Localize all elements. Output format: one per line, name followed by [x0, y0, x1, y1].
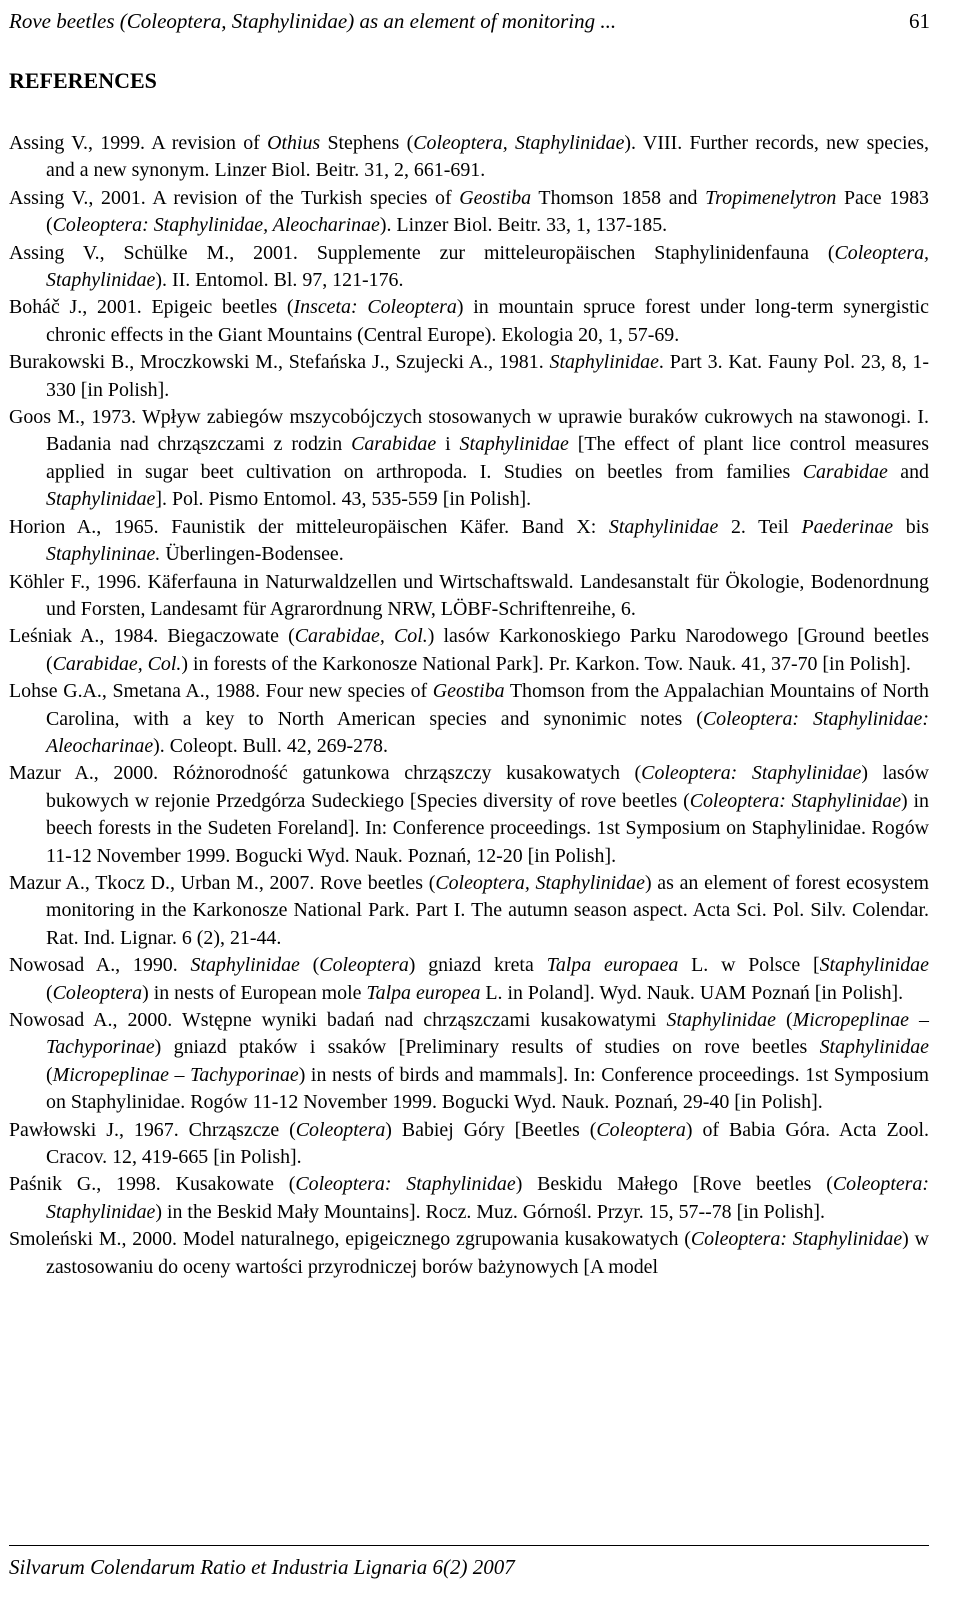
reference-italic-text: Geostiba [459, 186, 532, 209]
reference-italic-text: Coleoptera: Staphylinidae [689, 789, 902, 812]
reference-italic-text: Coleoptera: Staphylinidae, Aleocharinae [52, 214, 380, 237]
reference-text: ) in nests of birds and mammals]. In: Conference proceedings. 1st Symposium on Staphylinidae. Rogów 11-12 November 1999. Bogucki Wyd. Nauk. Poznań, 29-40 [in Polish]. [46, 1063, 929, 1114]
reference-italic-text: Coleoptera, Staphylinidae [46, 241, 929, 292]
reference-italic-text: Staphylinidae [459, 433, 569, 456]
reference-text: ). Coleopt. Bull. 42, 269-278. [153, 734, 388, 757]
reference-text: Smoleński M., 2000. Model naturalnego, epigeicznego zgrupowania kusakowatych ( [9, 1228, 691, 1251]
reference-text: ). II. Entomol. Bl. 97, 121-176. [155, 269, 404, 292]
reference-entry [9, 185, 929, 240]
reference-italic-text: Coleoptera, Staphylinidae [413, 132, 625, 154]
reference-entry [9, 760, 929, 870]
reference-text: L. in Poland]. Wyd. Nauk. UAM Poznań [in Polish]. [480, 981, 904, 1004]
reference-italic-text: Talpa europaea [546, 954, 679, 977]
reference-italic-text: Tropimenelytron [705, 186, 837, 209]
reference-italic-text: Carabidae, Col. [52, 652, 182, 675]
reference-italic-text: Talpa europea [366, 981, 481, 1004]
reference-text: Nowosad A., 2000. Wstępne wyniki badań nad chrząszczami kusakowatymi [9, 1009, 667, 1031]
reference-text: ) in forests of the Karkonosze National Park]. Pr. Karkon. Tow. Nauk. 41, 37-70 [in Polish]. [181, 652, 911, 675]
reference-text: ) in nests of European mole [142, 981, 367, 1004]
reference-text: Stephens ( [320, 132, 414, 154]
reference-italic-text: Coleoptera: Staphylinidae [641, 762, 862, 785]
reference-text: ) Babiej Góry [Beetles ( [385, 1118, 597, 1141]
reference-text: Assing V., Schülke M., 2001. Supplemente zur mitteleuropäischen Staphylinidenfauna ( [9, 241, 835, 264]
reference-text: Pace 1983 ( [46, 186, 929, 237]
reference-text: Mazur A., Tkocz D., Urban M., 2007. Rove beetles ( [9, 871, 436, 894]
reference-text: bis [893, 515, 929, 538]
reference-text: 2. Teil [718, 515, 802, 538]
reference-italic-text: Staphylinidae [819, 954, 929, 977]
reference-text: ) gniazd kreta [408, 954, 547, 977]
reference-text: Boháč J., 2001. Epigeic beetles ( [9, 296, 294, 319]
reference-text: ) lasów bukowych w rejonie Przedgórza Sudeckiego [Species diversity of rove beetles ( [46, 762, 929, 812]
reference-entry [9, 623, 929, 678]
reference-list [9, 130, 929, 1281]
reference-italic-text: Staphylinidae [666, 1009, 776, 1031]
reference-text: ) Beskidu Małego [Rove beetles ( [515, 1173, 833, 1196]
reference-text: ). Linzer Biol. Beitr. 33, 1, 137-185. [379, 214, 668, 237]
reference-italic-text: Coleoptera [319, 954, 409, 977]
reference-text: Assing V., 1999. A revision of [9, 132, 268, 154]
reference-text: and [887, 460, 929, 483]
reference-text: ( [299, 954, 320, 977]
reference-italic-text: Carabidae [802, 460, 888, 483]
reference-italic-text: Coleoptera: Staphylinidae: Aleocharinae [46, 707, 929, 757]
reference-text: ( [775, 1009, 793, 1031]
reference-text: Mazur A., 2000. Różnorodność gatunkowa chrząszczy kusakowatych ( [9, 762, 642, 785]
reference-italic-text: Staphylininae. [46, 543, 161, 566]
page-number: 61 [909, 9, 930, 33]
reference-italic-text: Micropeplinae – Tachyporinae [46, 1009, 929, 1059]
reference-text: Horion A., 1965. Faunistik der mitteleuropäischen Käfer. Band X: [9, 515, 609, 538]
reference-italic-text: Staphylinidae [608, 515, 719, 538]
reference-italic-text: Coleoptera: Staphylinidae [295, 1173, 516, 1196]
reference-text: L. w Polsce [ [678, 954, 820, 977]
reference-entry [9, 514, 929, 569]
reference-entry [9, 569, 929, 624]
reference-text: Burakowski B., Mroczkowski M., Stefańska J., Szujecki A., 1981. [9, 351, 550, 374]
reference-italic-text: Paederinae [801, 515, 894, 538]
reference-entry [9, 404, 929, 514]
reference-text: Leśniak A., 1984. Biegaczowate ( [9, 625, 295, 648]
reference-italic-text: Micropeplinae – Tachyporinae [52, 1063, 299, 1086]
running-head [9, 6, 942, 36]
reference-text: ( [46, 1063, 53, 1086]
reference-text: Lohse G.A., Smetana A., 1988. Four new species of [9, 680, 433, 703]
reference-entry [9, 349, 929, 404]
reference-text: . Part 3. Kat. Fauny Pol. 23, 8, 1-330 [in Polish]. [46, 351, 929, 401]
reference-italic-text: Staphylinidae [549, 351, 659, 374]
reference-italic-text: Coleoptera: Staphylinidae [690, 1228, 903, 1251]
journal-footer: Silvarum Colendarum Ratio et Industria Lignaria 6(2) 2007 [9, 1555, 515, 1579]
running-head-title: Rove beetles (Coleoptera, Staphylinidae) as an element of monitoring ... [9, 9, 617, 33]
reference-text: Pawłowski J., 1967. Chrząszcze ( [9, 1118, 296, 1141]
reference-italic-text: Coleoptera: Staphylinidae [46, 1173, 929, 1223]
reference-italic-text: Staphylinidae [46, 488, 156, 511]
reference-text: ) in beech forests in the Sudeten Foreland]. In: Conference proceedings. 1st Symposium on Staphylinidae. Rogów 11-12 November 1999. Bogucki Wyd. Nauk. Poznań, 12-20 [in Polish]. [46, 789, 929, 867]
reference-text: ( [46, 981, 53, 1004]
reference-text: i [436, 433, 460, 456]
reference-entry [9, 294, 929, 349]
reference-text: Thomson 1858 and [531, 186, 706, 209]
reference-text: Assing V., 2001. A revision of the Turkish species of [9, 186, 460, 209]
reference-text: ) in mountain spruce forest under long-term synergistic chronic effects in the Giant Mountains (Central Europe). Ekologia 20, 1, 57-69. [46, 296, 929, 346]
reference-text: ]. Pol. Pismo Entomol. 43, 535-559 [in Polish]. [155, 488, 532, 511]
reference-italic-text: Insceta: Coleoptera [293, 296, 457, 319]
footer-rule [9, 1545, 929, 1546]
reference-entry [9, 678, 929, 760]
reference-text: ) as an element of forest ecosystem monitoring in the Karkonosze National Park. Part I. The autumn season aspect. Acta Sci. Pol. Silv. Colendar. Rat. Ind. Lignar. 6 (2), 21-44. [46, 871, 929, 949]
reference-text: ) w zastosowaniu do oceny wartości przyrodniczej borów bażynowych [A model [46, 1228, 929, 1278]
reference-text: [The effect of plant lice control measures applied in sugar beet cultivation on arthropoda. I. Studies on beetles from families [46, 433, 929, 483]
reference-italic-text: Coleoptera [596, 1118, 686, 1141]
reference-italic-text: Carabidae, Col. [294, 625, 428, 648]
references-heading: REFERENCES [9, 68, 157, 93]
reference-italic-text: Coleoptera [52, 981, 143, 1004]
reference-entry [9, 1007, 929, 1117]
reference-entry [9, 1226, 929, 1281]
reference-entry [9, 130, 929, 185]
reference-italic-text: Staphylinidae [190, 954, 300, 977]
reference-italic-text: Geostiba [432, 680, 505, 703]
reference-italic-text: Carabidae [351, 433, 437, 456]
reference-italic-text: Coleoptera [295, 1118, 386, 1141]
reference-entry [9, 870, 929, 952]
reference-text: ) of Babia Góra. Acta Zool. Cracov. 12, 419-665 [in Polish]. [46, 1118, 929, 1169]
reference-italic-text: Coleoptera, Staphylinidae [435, 871, 645, 894]
reference-entry [9, 1171, 929, 1226]
reference-text: Überlingen-Bodensee. [160, 543, 344, 566]
reference-text: Nowosad A., 1990. [9, 954, 191, 977]
reference-text: Thomson from the Appalachian Mountains of North Carolina, with a key to North American species and synonimic notes ( [46, 680, 929, 730]
reference-text: ) in the Beskid Mały Mountains]. Rocz. Muz. Górnośl. Przyr. 15, 57--78 [in Polish]. [155, 1200, 825, 1223]
reference-entry [9, 1117, 929, 1172]
reference-entry [9, 952, 929, 1007]
reference-text: Goos M., 1973. Wpływ zabiegów mszycobójczych stosowanych w uprawie buraków cukrowych na stawonogi. I. Badania nad chrząszczami z rodzin [9, 406, 929, 456]
reference-text: ) gniazd ptaków i ssaków [Preliminary results of studies on rove beetles [154, 1036, 820, 1059]
reference-text: ) lasów Karkonoskiego Parku Narodowego [Ground beetles ( [46, 625, 929, 675]
reference-entry [9, 240, 929, 295]
reference-text: Paśnik G., 1998. Kusakowate ( [9, 1173, 296, 1196]
reference-text: Köhler F., 1996. Käferfauna in Naturwaldzellen und Wirtschaftswald. Landesanstalt für Ökologie, Bodenordnung und Forsten, Landesamt für Agrarordnung NRW, LÖBF-Schriftenreihe, 6. [9, 570, 929, 620]
reference-italic-text: Othius [267, 132, 321, 154]
reference-italic-text: Staphylinidae [819, 1036, 929, 1059]
reference-text: ). VIII. Further records, new species, and a new synonym. Linzer Biol. Beitr. 31, 2, 661-691. [46, 132, 930, 182]
